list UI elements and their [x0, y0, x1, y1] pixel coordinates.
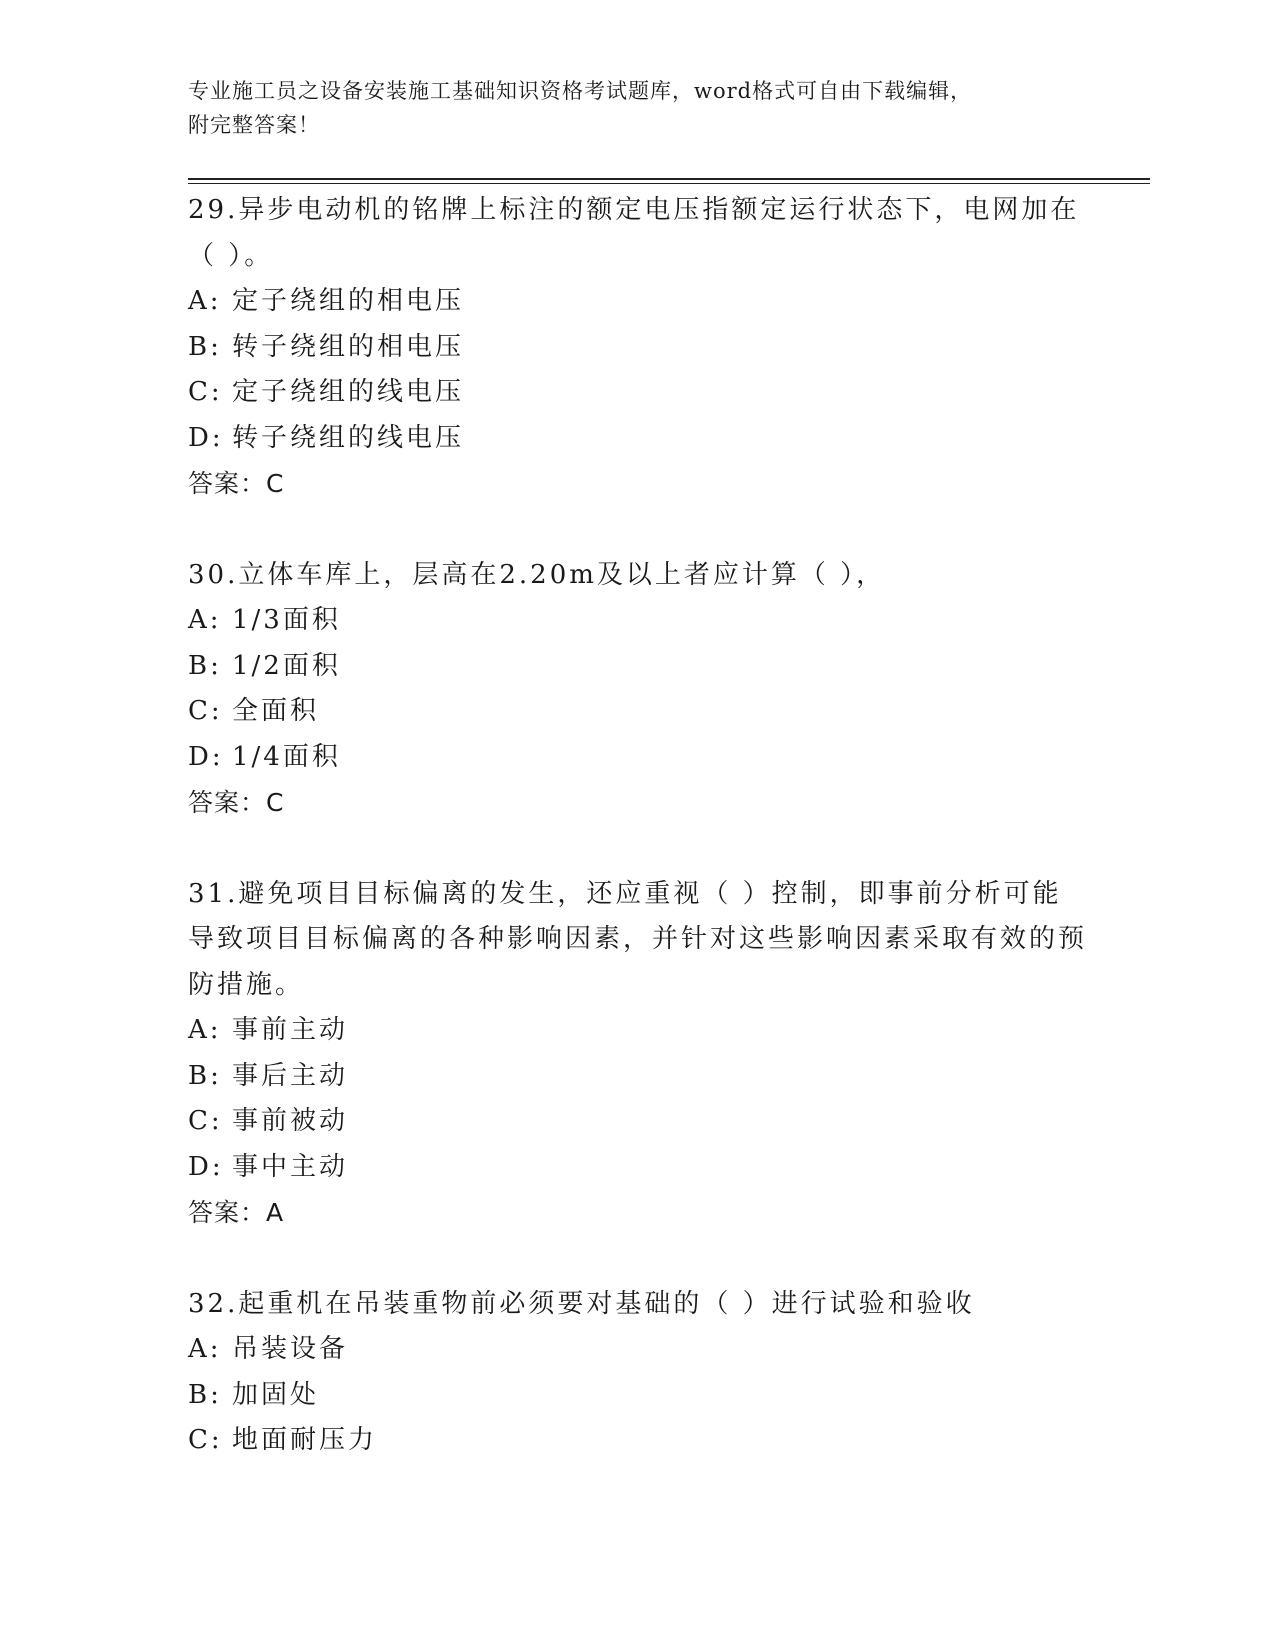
- question-text: 异步电动机的铭牌上标注的额定电压指额定运行状态下，电网加在（ ）。: [188, 195, 1080, 271]
- option-text: 1/4面积: [232, 741, 341, 772]
- question-30: [188, 553, 1088, 826]
- option-key: D:: [188, 1151, 224, 1182]
- option-d: [188, 735, 1088, 781]
- option-text: 转子绕组的相电压: [232, 331, 465, 362]
- option-key: B:: [188, 650, 222, 681]
- option-key: D:: [188, 422, 224, 453]
- question-spacer: [188, 826, 1088, 872]
- header-line-1: 专业施工员之设备安装施工基础知识资格考试题库，word格式可自由下载编辑，: [188, 79, 973, 103]
- option-d: [188, 416, 1088, 462]
- header-line-2: 附完整答案！: [188, 113, 320, 137]
- option-text: 定子绕组的相电压: [232, 286, 465, 316]
- option-c: [188, 1099, 1088, 1145]
- question-text: 起重机在吊装重物前必须要对基础的（ ）进行试验和验收: [238, 1288, 975, 1319]
- option-key: B:: [188, 1060, 222, 1091]
- answer-line: 答案：A: [188, 1198, 285, 1227]
- option-text: 地面耐压力: [232, 1425, 378, 1455]
- option-key: A:: [188, 605, 222, 635]
- option-text: 事前主动: [232, 1015, 349, 1045]
- option-key: A:: [188, 1334, 222, 1364]
- option-a: [188, 1008, 1088, 1054]
- question-stem: [188, 553, 1088, 599]
- option-key: A:: [188, 286, 222, 316]
- option-key: B:: [188, 331, 222, 362]
- question-number: 32.: [188, 1288, 239, 1319]
- option-a: [188, 279, 1088, 325]
- option-key: C:: [188, 1425, 223, 1455]
- option-text: 1/3面积: [232, 605, 341, 635]
- option-b: [188, 325, 1088, 371]
- question-number: 30.: [188, 559, 239, 590]
- option-text: 事前被动: [232, 1106, 349, 1136]
- option-b: [188, 1373, 1088, 1419]
- option-text: 加固处: [232, 1379, 320, 1410]
- question-stem: [188, 872, 1088, 1009]
- option-text: 事后主动: [232, 1060, 349, 1091]
- answer-line: 答案：C: [188, 788, 285, 817]
- option-b: [188, 1054, 1088, 1100]
- question-spacer: [188, 1236, 1088, 1282]
- question-29: [188, 188, 1088, 507]
- question-number: 29.: [188, 195, 239, 225]
- option-text: 事中主动: [232, 1151, 349, 1182]
- question-text: 避免项目目标偏离的发生，还应重视（ ）控制，即事前分析可能导致项目目标偏离的各种影响因素，并针对这些影响因素采取有效的预防措施。: [188, 878, 1088, 1000]
- option-key: B:: [188, 1379, 222, 1410]
- question-stem: [188, 1282, 1088, 1328]
- header-divider-thin: [188, 183, 1150, 184]
- option-text: 1/2面积: [232, 650, 341, 681]
- question-32: [188, 1282, 1088, 1464]
- question-number: 31.: [188, 878, 239, 909]
- answer-line: 答案：C: [188, 469, 285, 498]
- option-key: D:: [188, 741, 224, 772]
- header-divider-thick: [188, 178, 1150, 180]
- option-c: [188, 689, 1088, 735]
- option-a: [188, 1327, 1088, 1373]
- option-d: [188, 1145, 1088, 1191]
- option-text: 转子绕组的线电压: [232, 422, 465, 453]
- question-spacer: [188, 507, 1088, 553]
- option-a: [188, 598, 1088, 644]
- option-text: 定子绕组的线电压: [232, 377, 465, 407]
- question-list: [188, 188, 1088, 1464]
- option-b: [188, 644, 1088, 690]
- question-text: 立体车库上，层高在2.20m及以上者应计算（ ），: [238, 559, 886, 590]
- option-c: [188, 370, 1088, 416]
- option-key: C:: [188, 1106, 223, 1136]
- option-c: [188, 1418, 1088, 1464]
- option-key: C:: [188, 696, 223, 726]
- option-text: 全面积: [232, 696, 320, 726]
- option-key: A:: [188, 1015, 222, 1045]
- question-31: [188, 872, 1088, 1236]
- document-header: [188, 74, 1088, 142]
- question-stem: [188, 188, 1088, 279]
- option-text: 吊装设备: [232, 1334, 349, 1364]
- option-key: C:: [188, 377, 223, 407]
